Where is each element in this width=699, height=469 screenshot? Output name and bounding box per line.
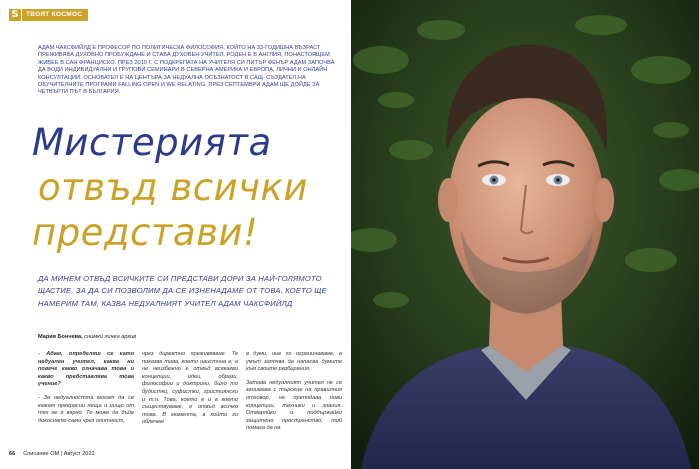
right-page	[351, 0, 699, 469]
title-line-3: представи!	[32, 211, 259, 254]
body-paragraph: чрез директно преживяване. Те показва това, което наистина е, а не неизбежно е отвъд всякакви концепции, идеи, образи, философии и доктрини, било то будистки, суфистки, християнски и т.н. Това, което е и в което съществуваме, е отвъд всичко това. В момента, в който го облечем	[142, 351, 238, 426]
title-line-1: Мистерията	[32, 121, 272, 164]
body-column-3	[246, 351, 342, 439]
magazine-logo-icon: S	[9, 9, 21, 21]
article-lead: ДА МИНЕМ ОТВЪД ВСИЧКИТЕ СИ ПРЕДСТАВИ ДОРИ ЗА НАЙ-ГОЛЯМОТО ЩАСТИЕ, ЗА ДА СИ ПОЗВОЛИМ ДА СЕ ИЗНЕНАДАМЕ ОТ ТОВА, КОЕТО ЩЕ НАМЕРИМ ТАМ, КАЗВА НЕДУАЛНИЯТ УЧИТЕЛ АДАМ ЧАКСФИЙЛД	[38, 274, 327, 308]
page-footer	[9, 451, 95, 457]
section-label: ТВОЯТ КОСМОС	[22, 9, 88, 21]
portrait-photo	[351, 0, 699, 469]
author-bio: АДАМ ЧАКСФИЙЛД Е ПРОФЕСОР ПО ПОЛИТИЧЕСКА ФИЛОСОФИЯ, КОЙТО НА 33-ГОДИШНА ВЪЗРАСТ ПРЕЖИВЯВА ДУХОВНО ПРОБУЖДАНЕ И СТАВА ДУХОВЕН УЧИТЕЛ. РОДЕН Е В АНГЛИЯ, ПОНАСТОЯЩЕМ ЖИВЕЕ В САН ФРАНЦИСКО. ПРЕЗ 2010 Г. С ПОДКРЕПАТА НА УЧИТЕЛЯ СИ ПИТЪР ФЕНЪР АДАМ ЗАПОЧВА ДА ВОДИ ИНДИВИДУАЛНИ И ГРУПОВИ СЕМИНАРИ В СЕВЕРНА АМЕРИКА И ЕВРОПА, ЛИЧНИ И ОНЛАЙН КОНСУЛТАЦИИ. ОСНОВАТЕЛ Е НА ЦЕНТЪРА ЗА НЕДУАЛНА ОСЪЗНАТОСТ В САЩ. СЪЗДАТЕЛ НА ОБУЧИТЕЛНИТЕ ПРОГРАМИ FALLING OPEN И WE RELATING. ПРЕЗ СЕПТЕМВРИ АДАМ ЩЕ ДОЙДЕ ЗА ЧЕТВЪРТИ ПЪТ В БЪЛГАРИЯ.	[38, 45, 335, 96]
title-line-2: отвъд всички	[38, 166, 308, 209]
interview-answer: - За недуалността могат да се кажат прекрасни неща и нищо от тях не е вярно. Те може да бъде докоснато само чрез опитност,	[38, 394, 134, 424]
article-body	[38, 351, 343, 439]
body-column-2	[142, 351, 238, 439]
section-tag	[9, 9, 88, 21]
body-column-1	[38, 351, 134, 439]
magazine-issue: Списание ОМ | Август 2021	[23, 451, 95, 457]
byline-photos: снимки личен архив	[82, 334, 137, 340]
body-paragraph: в думи, ние го ограничаваме, а умът започва да напасва думите към своите разбирания.	[246, 351, 342, 373]
body-paragraph: Затова недуалният учител не се занимава с търсене на правилния отговор, не преподава нови концепции, техники и знания. Отваряйки и поддържайки защитено пространство, той помага да на	[246, 379, 342, 432]
byline-author: Мария Бончева,	[38, 334, 83, 340]
page-number: 66	[9, 451, 16, 457]
interview-question: - Адам, определяш се като недуален учител, каква ни повече какво означава това и какво представлява това учение?	[38, 351, 134, 388]
article-title	[32, 120, 342, 255]
byline	[38, 334, 136, 340]
